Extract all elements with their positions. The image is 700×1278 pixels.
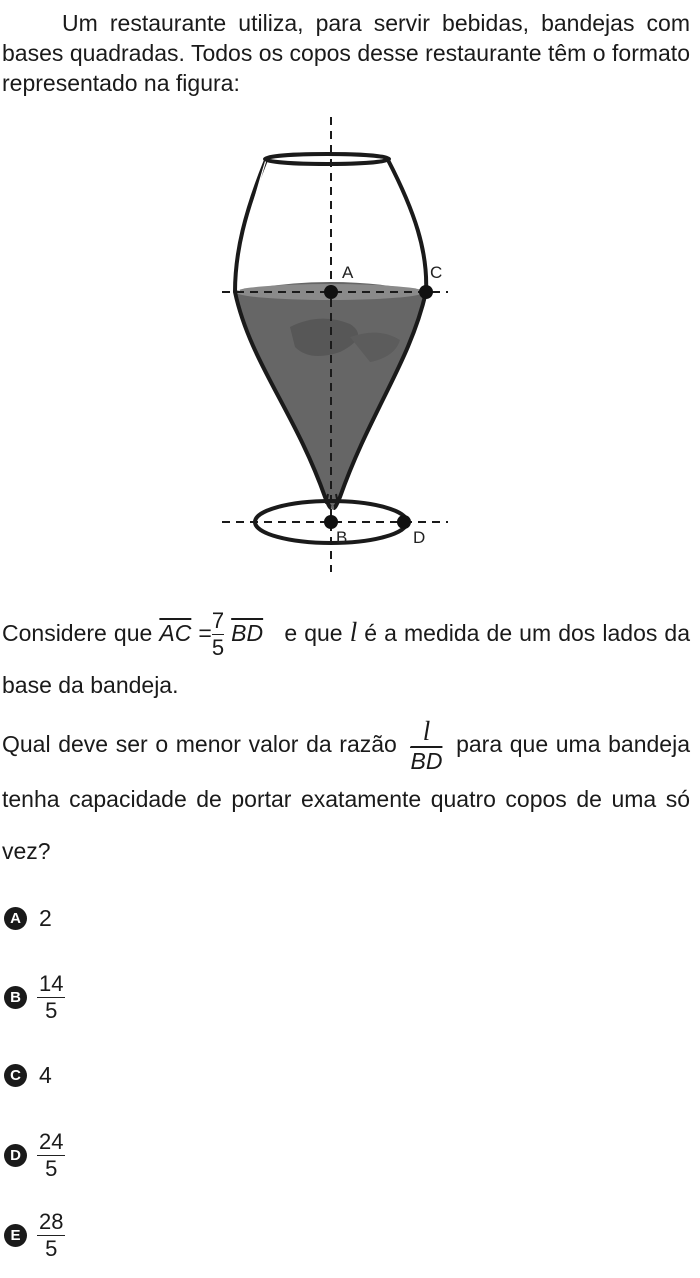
option-e-denominator: 5	[45, 1236, 58, 1261]
option-a-badge: A	[4, 907, 27, 930]
label-c: C	[430, 263, 443, 282]
option-e[interactable]	[4, 1211, 63, 1260]
option-e-fraction	[39, 1211, 63, 1260]
option-b[interactable]	[4, 973, 63, 1022]
option-e-badge: E	[4, 1224, 27, 1247]
label-a: A	[342, 263, 354, 282]
variable-l: l	[349, 617, 358, 647]
intro-text: Um restaurante utiliza, para servir bebidas, bandejas com bases quadradas. Todos os copos desse restaurante têm o formato representado na figura:	[2, 10, 690, 96]
consider-suffix: é a medida de um dos lados da base da bandeja.	[2, 620, 691, 699]
glass-rim	[265, 154, 389, 164]
equals-sign: =	[198, 620, 212, 646]
question-prefix: Qual deve ser o menor valor da razão	[2, 731, 397, 757]
segment-ac: $\overline{AC}$	[159, 620, 192, 646]
point-b	[324, 515, 338, 529]
option-a[interactable]	[4, 905, 52, 932]
option-b-fraction	[39, 973, 63, 1022]
label-b: B	[336, 528, 348, 547]
point-a	[324, 285, 338, 299]
coef-numerator: 7	[211, 608, 225, 634]
option-b-badge: B	[4, 986, 27, 1009]
option-c[interactable]	[4, 1062, 52, 1089]
option-d-denominator: 5	[45, 1156, 58, 1181]
option-d-badge: D	[4, 1144, 27, 1167]
option-d[interactable]	[4, 1131, 63, 1180]
coef-fraction	[212, 610, 224, 659]
option-b-numerator: 14	[39, 971, 64, 996]
segment-bd: $\overline{BD}$	[231, 620, 264, 646]
option-c-badge: C	[4, 1064, 27, 1087]
option-d-numerator: 24	[39, 1129, 64, 1154]
coef-denominator: 5	[211, 635, 225, 661]
question-paragraph	[2, 718, 690, 877]
option-c-value: 4	[39, 1062, 52, 1088]
glass-diagram	[200, 112, 480, 577]
ratio-fraction	[410, 718, 442, 773]
option-a-value: 2	[39, 905, 52, 931]
ratio-denominator: BD	[410, 748, 443, 775]
ratio-numerator: l	[422, 716, 431, 747]
consider-prefix: Considere que	[2, 620, 153, 646]
option-e-numerator: 28	[39, 1209, 64, 1234]
point-d	[397, 515, 411, 529]
label-d: D	[413, 528, 426, 547]
consider-paragraph	[2, 606, 690, 711]
question-suffix: para que uma bandeja tenha capacidade de portar exatamente quatro copos de uma só vez?	[2, 731, 691, 865]
option-b-denominator: 5	[45, 998, 58, 1023]
glass-figure	[200, 112, 480, 577]
point-c	[419, 285, 433, 299]
consider-mid: e que	[284, 620, 343, 646]
option-d-fraction	[39, 1131, 63, 1180]
